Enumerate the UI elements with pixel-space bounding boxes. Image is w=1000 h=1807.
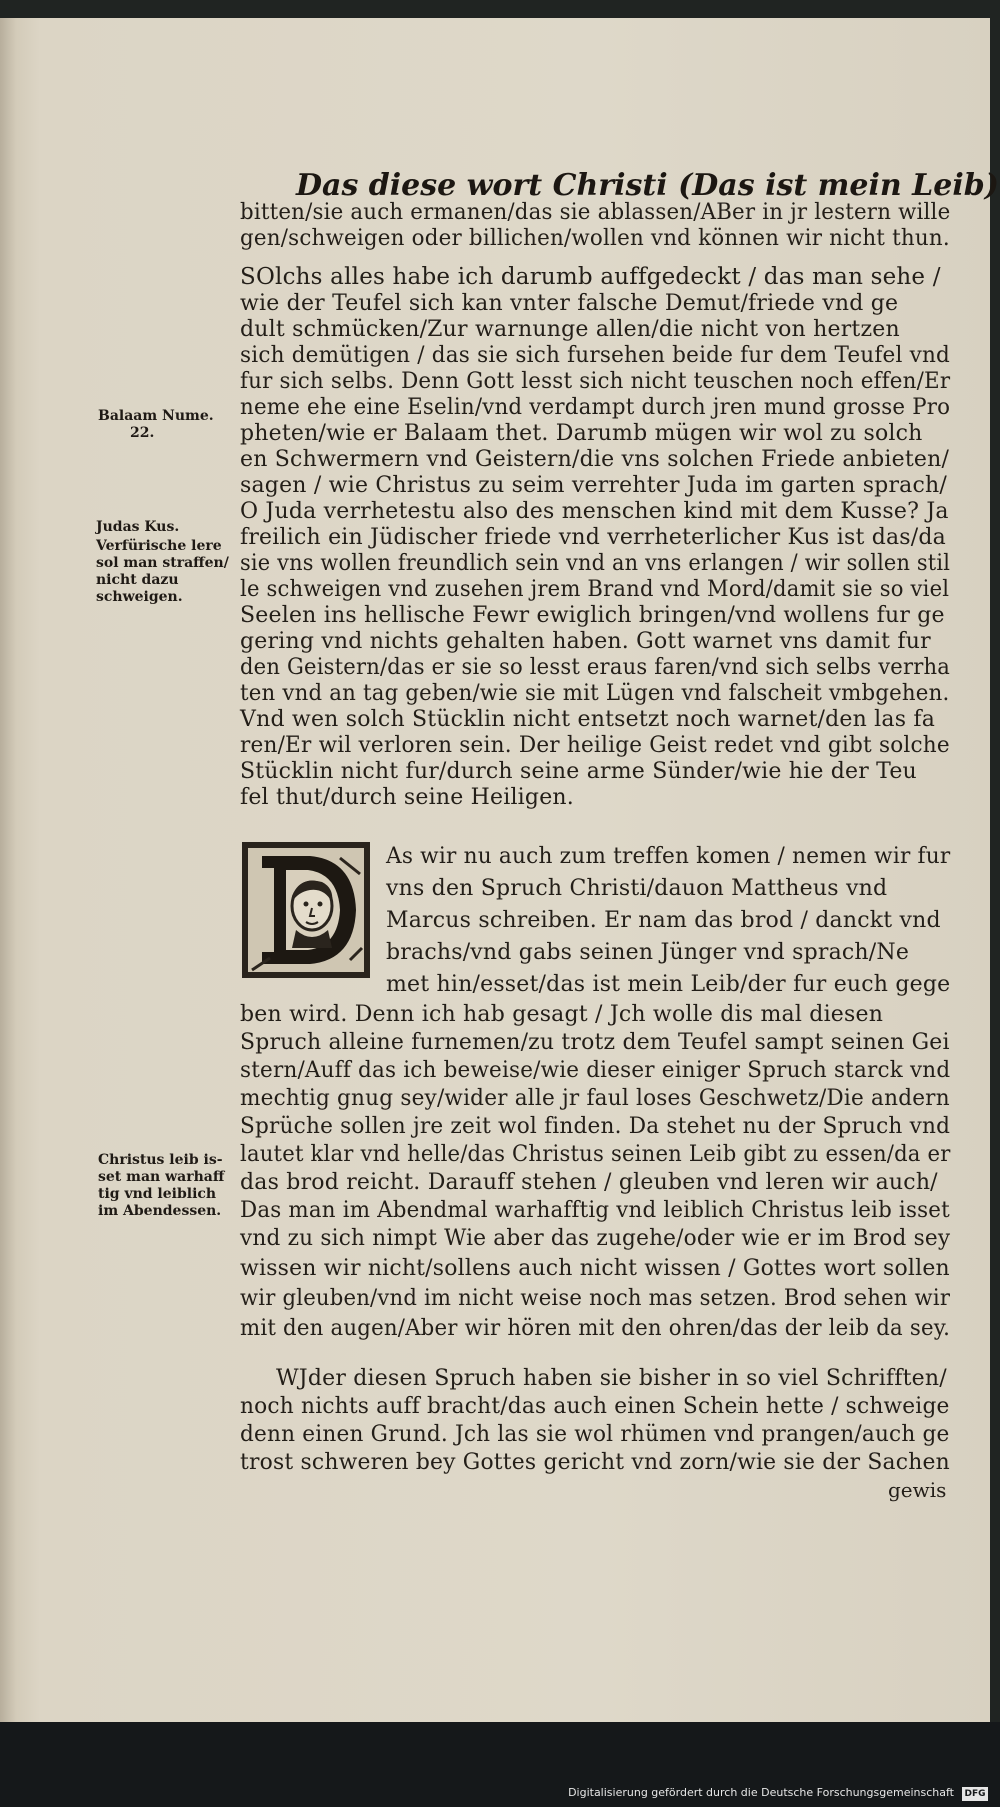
text-line: en Schwermern vnd Geistern/die vns solchen Friede anbieten/ [240,447,950,472]
margin-note-line: Judas Kus. [96,519,180,535]
margin-note-judas [96,519,179,536]
margin-note-line: schweigen. [96,589,183,605]
running-headline: Das diese wort Christi (Das ist mein Leib) [296,168,999,203]
text-line: den Geistern/das er sie so lesst eraus faren/vnd sich selbs verrha [240,655,951,680]
text-line: vnd zu sich nimpt Wie aber das zugehe/oder wie er im Brod sey [240,1226,951,1251]
text-line: dult schmücken/Zur warnunge allen/die nicht von hertzen [240,317,900,342]
text-line: As wir nu auch zum treffen komen / nemen wir fur [386,844,951,869]
text-line: bitten/sie auch ermanen/das sie ablassen/ABer in jr lestern wille [240,200,951,225]
text-line: Das man im Abendmal warhafftig vnd leiblich Christus leib isset [240,1198,950,1223]
margin-note-line: tig vnd leiblich [98,1186,217,1202]
text-line: gering vnd nichts gehalten haben. Gott warnet vns damit fur [240,629,931,654]
text-line: lautet klar vnd helle/das Christus seinen Leib gibt zu essen/da er [240,1142,951,1167]
text-line: stern/Auff das ich beweise/wie dieser einiger Spruch starck vnd [240,1058,951,1083]
margin-note-line: set man warhaff [98,1169,225,1185]
text-line: gen/schweigen oder billichen/wollen vnd können wir nicht thun. [240,226,950,251]
dfg-logo-icon: DFG [962,1787,988,1801]
margin-note-balaam [98,408,214,442]
text-line: sagen / wie Christus zu seim verrehter Juda im garten sprach/ [240,473,948,498]
text-line: O Juda verrhetestu also des menschen kind mit dem Kusse? Ja [240,499,949,524]
text-line: met hin/esset/das ist mein Leib/der fur euch gege [386,972,951,997]
margin-note-line: Christus leib is- [98,1152,223,1168]
text-line: wissen wir nicht/sollens auch nicht wissen / Gottes wort sollen [240,1256,950,1281]
margin-note-christus-leib [98,1152,224,1220]
text-line: trost schweren bey Gottes gericht vnd zorn/wie sie der Sachen [240,1450,950,1475]
text-line: mit den augen/Aber wir hören mit den ohren/das der leib da sey. [240,1316,951,1341]
margin-note-line: Verfürische lere [96,538,222,554]
catchword: gewis [888,1478,947,1502]
text-line: pheten/wie er Balaam thet. Darumb mügen wir wol zu solch [240,421,923,446]
text-line: SOlchs alles habe ich darumb auffgedeckt / das man sehe / [240,264,941,290]
margin-note-line: sol man straffen/ [96,555,229,571]
footer-bar [0,1722,1000,1807]
text-line: Vnd wen solch Stücklin nicht entsetzt noch warnet/den las fa [240,707,936,732]
text-line: neme ehe eine Eselin/vnd verdampt durch jren mund grosse Pro [240,395,951,420]
text-line: wie der Teufel sich kan vnter falsche Demut/friede vnd ge [240,291,899,316]
text-line: sich demütigen / das sie sich fursehen beide fur dem Teufel vnd [240,343,951,368]
text-line: fel thut/durch seine Heiligen. [240,785,574,810]
book-page [0,18,999,1724]
margin-note-line: nicht dazu [96,572,179,588]
text-line: wir gleuben/vnd im nicht weise noch mas setzen. Brod sehen wir [240,1286,951,1311]
text-line: sie vns wollen freundlich sein vnd an vns erlangen / wir sollen stil [240,551,951,576]
text-line: le schweigen vnd zusehen jrem Brand vnd Mord/damit sie so viel [240,577,950,602]
text-line: Marcus schreiben. Er nam das brod / danckt vnd [386,908,941,933]
text-line: WJder diesen Spruch haben sie bisher in so viel Schrifften/ [276,1366,947,1391]
text-line: Sprüche sollen jre zeit wol finden. Da stehet nu der Spruch vnd [240,1114,951,1139]
text-line: Stücklin nicht fur/durch seine arme Sünder/wie hie der Teu [240,759,917,784]
text-line: vns den Spruch Christi/dauon Mattheus vnd [386,876,888,901]
text-line: Seelen ins hellische Fewr ewiglich bringen/vnd wollens fur ge [240,603,945,628]
margin-note-verfuerische-lere [96,538,229,606]
text-line: mechtig gnug sey/wider alle jr faul loses Geschwetz/Die andern [240,1086,950,1111]
margin-note-line: im Abendessen. [98,1203,222,1219]
text-line: ren/Er wil verloren sein. Der heilige Geist redet vnd gibt solche [240,733,950,758]
digitization-credit: Digitalisierung gefördert durch die Deutsche Forschungsgemeinschaft [568,1786,954,1799]
text-line: das brod reicht. Darauff stehen / gleuben vnd leren wir auch/ [240,1170,938,1195]
decorated-initial-D [240,840,372,980]
margin-note-line: Balaam Nume. [98,408,214,424]
text-line: fur sich selbs. Denn Gott lesst sich nicht teuschen noch effen/Er [240,369,951,394]
text-line: brachs/vnd gabs seinen Jünger vnd sprach/Ne [386,940,910,965]
text-line: denn einen Grund. Jch las sie wol rhümen vnd prangen/auch ge [240,1422,950,1447]
margin-note-line: 22. [130,425,155,441]
initial-D-icon [240,840,372,980]
text-line: freilich ein Jüdischer friede vnd verrheterlicher Kus ist das/da [240,525,946,550]
text-line: noch nichts auff bracht/das auch einen Schein hette / schweige [240,1394,950,1419]
text-line: ben wird. Denn ich hab gesagt / Jch wolle dis mal diesen [240,1002,884,1027]
text-line: ten vnd an tag geben/wie sie mit Lügen vnd falscheit vmbgehen. [240,681,950,706]
text-line: Spruch alleine furnemen/zu trotz dem Teufel sampt seinen Gei [240,1030,950,1055]
